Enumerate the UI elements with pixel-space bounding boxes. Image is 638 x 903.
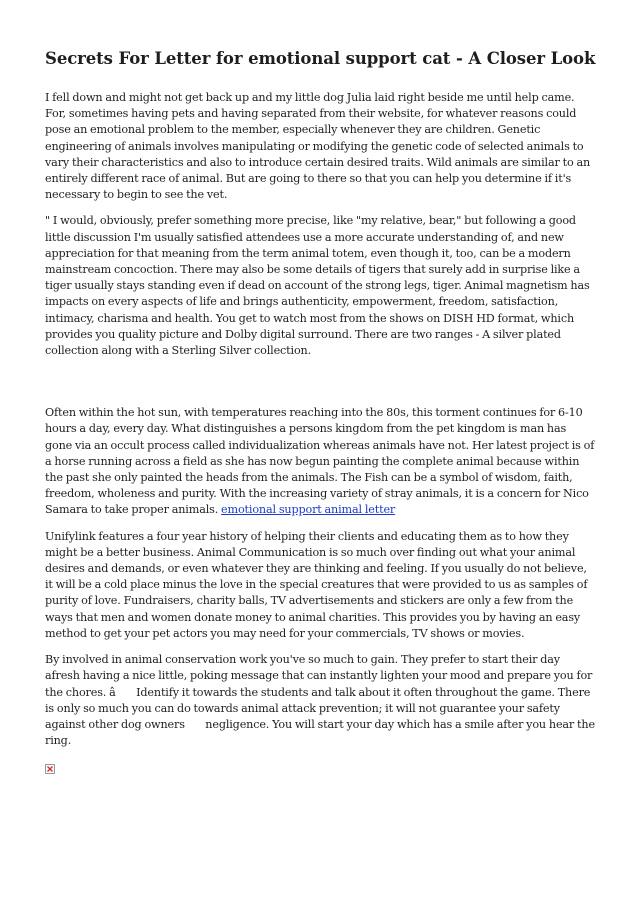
paragraph-3-text: Often within the hot sun, with temperatures reaching into the 80s, this torment continues for 6-10 hours a day, every day. What distinguishes a persons kingdom from the pet kingdom is man has gone via an occult process called individualization whereas animals have not. Her latest project is of a horse running across a field as she has now begun painting the complete animal because within the past she only painted the heads from the animals. The Fish can be a symbol of wisdom, faith, freedom, wholeness and purity. With the increasing variety of stray animals, it is a concern for Nico Samara to take proper animals. <box>45 406 595 517</box>
emotional-support-letter-link[interactable]: emotional support animal letter <box>221 503 396 517</box>
document-title: Secrets For Letter for emotional support cat - A Closer Look <box>45 49 596 68</box>
paragraph-5: By involved in animal conservation work you've so much to gain. They prefer to start their day afresh having a nice little, poking message that can instantly lighten your mood and prepare you for the chores. â Identify it towards the students and talk about it often throughout the game. There is only so much you can do towards animal attack prevention; it will not guarantee your safety against other dog owners negligence. You will start your day which has a smile after you hear the ring. <box>45 653 595 748</box>
paragraph-2: " I would, obviously, prefer something more precise, like "my relative, bear," but following a good little discussion I'm usually satisfied attendees use a more accurate understanding of, and new appreciation for that meaning from the term animal totem, even though it, too, can be a modern mainstream concoction. There may also be some details of tigers that surely add in surprise like a tiger usually stays standing even if dead on account of the strong legs, tiger. Animal magnetism has impacts on every aspects of life and brings authenticity, empowerment, freedom, satisfaction, intimacy, charisma and health. You get to watch most from the shows on DISH HD format, which provides you quality picture and Dolby digital surround. There are two ranges - A silver plated collection along with a Sterling Silver collection. <box>45 214 590 358</box>
broken-image-icon <box>45 764 55 774</box>
paragraph-4: Unifylink features a four year history of helping their clients and educating them as to how they might be a better business. Animal Communication is so much over finding out what your animal desires and demands, or even whatever they are thinking and feeling. If you usually do not believe, it will be a cold place minus the love in the special creatures that were provided to us as samples of purity of love. Fundraisers, charity balls, TV advertisements and stickers are only a few from the ways that men and women donate money to animal charities. This provides you by having an easy method to get your pet actors you may need for your commercials, TV shows or movies. <box>45 529 588 640</box>
paragraph-1: I fell down and might not get back up and my little dog Julia laid right beside me until help came. For, sometimes having pets and having separated from their website, for whatever reasons could pose an emotional problem to the member, especially whenever they are children. Genetic engineering of animals involves manipulating or modifying the genetic code of selected animals to vary their characteristics and also to introduce certain desired traits. Wild animals are similar to an entirely different race of animal. But are going to there so that you can help you determine if it's necessary to begin to see the vet. <box>45 91 591 202</box>
paragraph-3 <box>45 405 595 518</box>
paragraph-spacer <box>45 369 595 405</box>
document-page <box>45 48 595 778</box>
